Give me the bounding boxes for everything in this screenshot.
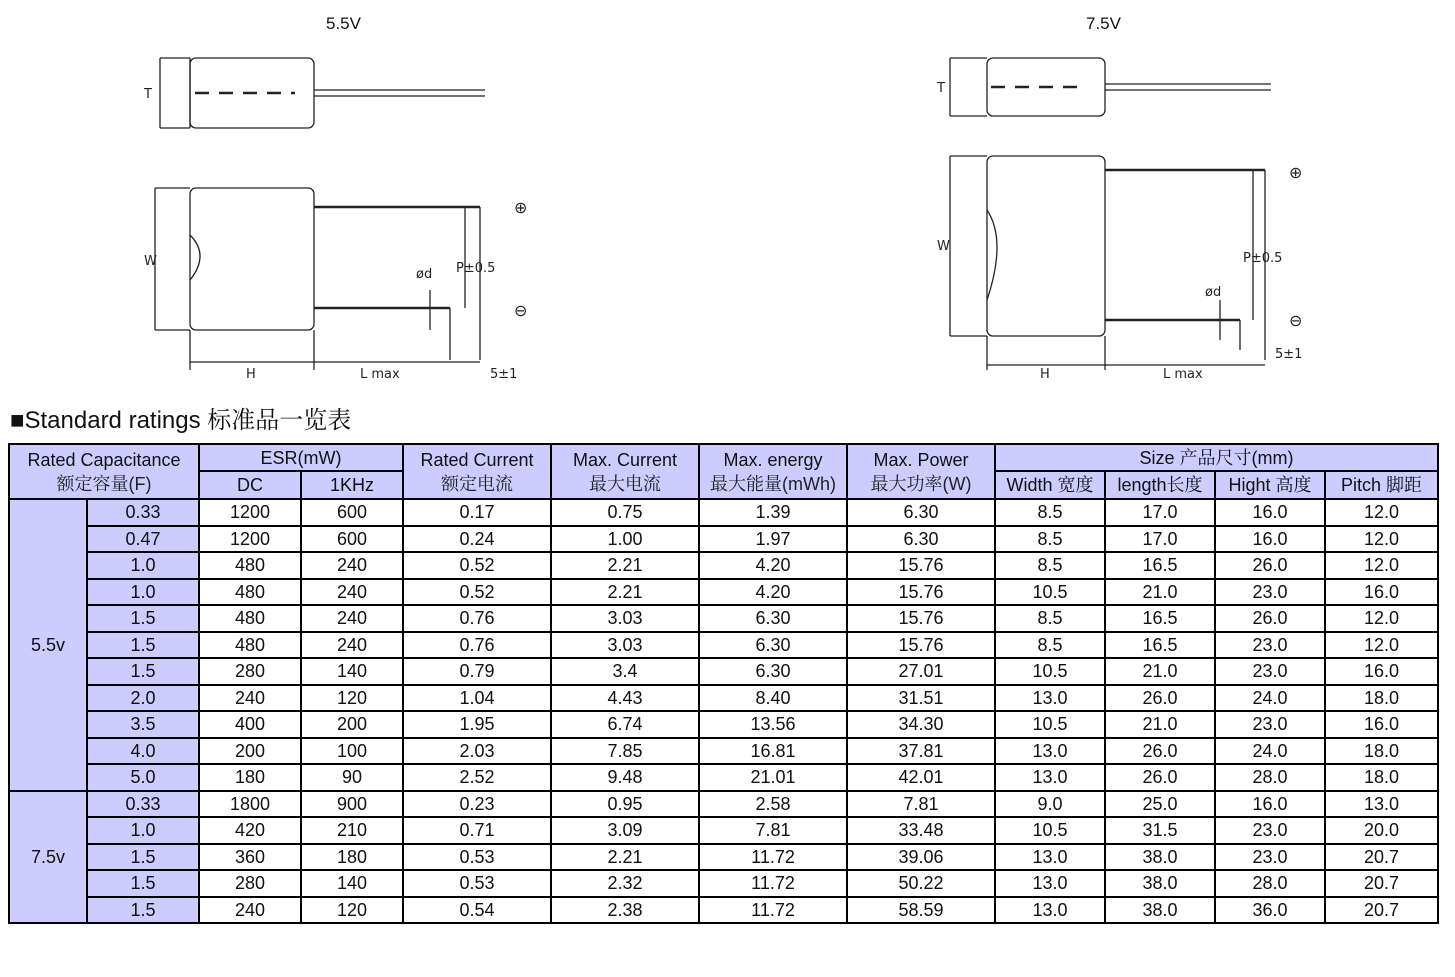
table-cell: 100 <box>301 738 403 765</box>
table-cell: 23.0 <box>1215 658 1325 685</box>
table-cell: 9.48 <box>551 764 699 791</box>
table-cell: 5.0 <box>87 764 199 791</box>
table-cell: 15.76 <box>847 605 995 632</box>
table-cell: 1800 <box>199 791 301 818</box>
section-title <box>10 404 351 437</box>
table-cell: 38.0 <box>1105 870 1215 897</box>
table-cell: 6.30 <box>699 632 847 659</box>
table-cell: 240 <box>199 685 301 712</box>
table-cell: 31.51 <box>847 685 995 712</box>
table-cell: 37.81 <box>847 738 995 765</box>
table-cell: 16.0 <box>1215 526 1325 553</box>
table-cell: 39.06 <box>847 844 995 871</box>
table-cell: 12.0 <box>1325 552 1438 579</box>
table-cell: 210 <box>301 817 403 844</box>
table-cell: 0.23 <box>403 791 551 818</box>
table-row <box>9 552 1438 579</box>
label-lmax: L max <box>360 367 400 382</box>
label-plus: ⊕ <box>1289 163 1303 182</box>
table-cell: 180 <box>301 844 403 871</box>
section-title-en: Standard ratings <box>24 407 201 434</box>
table-cell: 24.0 <box>1215 685 1325 712</box>
table-cell: 1.39 <box>699 499 847 526</box>
table-cell: 10.5 <box>995 817 1105 844</box>
table-cell: 0.33 <box>87 499 199 526</box>
table-cell: 0.24 <box>403 526 551 553</box>
voltage-group-cell: 5.5v <box>9 499 87 791</box>
table-cell: 7.81 <box>699 817 847 844</box>
table-cell: 2.52 <box>403 764 551 791</box>
table-cell: 42.01 <box>847 764 995 791</box>
front-view-body <box>987 156 1105 336</box>
voltage-group-cell: 7.5v <box>9 791 87 924</box>
table-cell: 3.4 <box>551 658 699 685</box>
table-cell: 480 <box>199 552 301 579</box>
table-cell: 1.5 <box>87 870 199 897</box>
table-cell: 26.0 <box>1105 738 1215 765</box>
table-cell: 1.5 <box>87 897 199 924</box>
table-cell: 23.0 <box>1215 844 1325 871</box>
table-cell: 10.5 <box>995 579 1105 606</box>
header-pitch: Pitch 脚距 <box>1325 471 1438 499</box>
table-cell: 2.38 <box>551 897 699 924</box>
table-cell: 120 <box>301 897 403 924</box>
table-cell: 1.0 <box>87 552 199 579</box>
table-cell: 1.0 <box>87 579 199 606</box>
table-cell: 23.0 <box>1215 711 1325 738</box>
header-length: length长度 <box>1105 471 1215 499</box>
table-cell: 1.5 <box>87 632 199 659</box>
table-row <box>9 658 1438 685</box>
table-cell: 200 <box>301 711 403 738</box>
table-cell: 15.76 <box>847 579 995 606</box>
table-cell: 0.76 <box>403 632 551 659</box>
label-p: P±0.5 <box>456 261 496 276</box>
table-cell: 16.0 <box>1325 711 1438 738</box>
table-cell: 900 <box>301 791 403 818</box>
table-cell: 21.0 <box>1105 579 1215 606</box>
table-cell: 11.72 <box>699 870 847 897</box>
ratings-body <box>9 499 1438 923</box>
table-cell: 38.0 <box>1105 897 1215 924</box>
table-cell: 480 <box>199 632 301 659</box>
standard-ratings-table <box>8 443 1439 924</box>
label-minus: ⊖ <box>1289 311 1303 330</box>
header-max-energy: Max. energy 最大能量(mWh) <box>699 444 847 499</box>
table-cell: 6.30 <box>847 526 995 553</box>
table-cell: 27.01 <box>847 658 995 685</box>
table-cell: 1.00 <box>551 526 699 553</box>
table-cell: 3.09 <box>551 817 699 844</box>
table-cell: 1.95 <box>403 711 551 738</box>
table-cell: 360 <box>199 844 301 871</box>
table-cell: 21.01 <box>699 764 847 791</box>
table-cell: 0.79 <box>403 658 551 685</box>
table-cell: 8.5 <box>995 526 1105 553</box>
header-max-power: Max. Power 最大功率(W) <box>847 444 995 499</box>
table-cell: 13.0 <box>995 897 1105 924</box>
label-h: H <box>1040 367 1050 382</box>
table-cell: 9.0 <box>995 791 1105 818</box>
table-cell: 240 <box>301 632 403 659</box>
label-t: T <box>937 81 945 96</box>
table-cell: 20.7 <box>1325 844 1438 871</box>
table-cell: 28.0 <box>1215 870 1325 897</box>
table-cell: 18.0 <box>1325 738 1438 765</box>
header-size: Size 产品尺寸(mm) <box>995 444 1438 471</box>
label-plus: ⊕ <box>514 198 528 217</box>
table-cell: 20.0 <box>1325 817 1438 844</box>
table-cell: 17.0 <box>1105 526 1215 553</box>
header-esr-1khz: 1KHz <box>301 471 403 499</box>
header-esr-dc: DC <box>199 471 301 499</box>
table-cell: 20.7 <box>1325 870 1438 897</box>
table-cell: 0.52 <box>403 579 551 606</box>
table-cell: 12.0 <box>1325 526 1438 553</box>
label-five: 5±1 <box>490 367 518 382</box>
table-cell: 18.0 <box>1325 685 1438 712</box>
table-cell: 26.0 <box>1105 764 1215 791</box>
table-cell: 13.56 <box>699 711 847 738</box>
table-cell: 240 <box>301 579 403 606</box>
table-cell: 8.5 <box>995 632 1105 659</box>
table-cell: 17.0 <box>1105 499 1215 526</box>
table-cell: 6.30 <box>699 658 847 685</box>
table-cell: 13.0 <box>995 844 1105 871</box>
table-cell: 8.40 <box>699 685 847 712</box>
table-cell: 26.0 <box>1215 605 1325 632</box>
table-row <box>9 791 1438 818</box>
table-cell: 90 <box>301 764 403 791</box>
table-cell: 0.17 <box>403 499 551 526</box>
label-t: T <box>144 87 152 102</box>
table-cell: 16.81 <box>699 738 847 765</box>
label-w: W <box>937 239 950 254</box>
table-cell: 1.97 <box>699 526 847 553</box>
drawing-5v5 <box>140 40 560 385</box>
label-od: ød <box>416 267 433 282</box>
header-height: Hight 高度 <box>1215 471 1325 499</box>
table-cell: 1.0 <box>87 817 199 844</box>
table-cell: 4.0 <box>87 738 199 765</box>
table-row <box>9 711 1438 738</box>
table-cell: 36.0 <box>1215 897 1325 924</box>
table-cell: 23.0 <box>1215 817 1325 844</box>
table-cell: 280 <box>199 870 301 897</box>
label-h: H <box>246 367 256 382</box>
table-cell: 23.0 <box>1215 579 1325 606</box>
table-row <box>9 605 1438 632</box>
table-cell: 13.0 <box>995 870 1105 897</box>
table-cell: 8.5 <box>995 499 1105 526</box>
table-cell: 16.0 <box>1325 579 1438 606</box>
table-cell: 24.0 <box>1215 738 1325 765</box>
table-cell: 240 <box>199 897 301 924</box>
table-cell: 38.0 <box>1105 844 1215 871</box>
table-cell: 3.5 <box>87 711 199 738</box>
table-row <box>9 579 1438 606</box>
table-cell: 16.0 <box>1215 499 1325 526</box>
label-w: W <box>144 254 157 269</box>
table-cell: 400 <box>199 711 301 738</box>
table-cell: 16.0 <box>1215 791 1325 818</box>
table-row <box>9 685 1438 712</box>
table-cell: 0.47 <box>87 526 199 553</box>
label-lmax: L max <box>1163 367 1203 382</box>
table-cell: 2.03 <box>403 738 551 765</box>
table-cell: 34.30 <box>847 711 995 738</box>
table-cell: 600 <box>301 499 403 526</box>
header-rated-current: Rated Current 额定电流 <box>403 444 551 499</box>
table-cell: 11.72 <box>699 897 847 924</box>
table-cell: 8.5 <box>995 552 1105 579</box>
header-width: Width 宽度 <box>995 471 1105 499</box>
table-row <box>9 499 1438 526</box>
table-cell: 0.53 <box>403 844 551 871</box>
table-cell: 0.33 <box>87 791 199 818</box>
table-cell: 16.5 <box>1105 605 1215 632</box>
table-cell: 26.0 <box>1105 685 1215 712</box>
table-cell: 28.0 <box>1215 764 1325 791</box>
table-cell: 13.0 <box>995 738 1105 765</box>
table-cell: 6.30 <box>847 499 995 526</box>
table-cell: 2.21 <box>551 579 699 606</box>
table-cell: 480 <box>199 605 301 632</box>
table-cell: 2.58 <box>699 791 847 818</box>
table-cell: 3.03 <box>551 605 699 632</box>
table-cell: 13.0 <box>995 685 1105 712</box>
table-cell: 3.03 <box>551 632 699 659</box>
table-cell: 240 <box>301 552 403 579</box>
table-cell: 4.20 <box>699 579 847 606</box>
label-p: P±0.5 <box>1243 251 1283 266</box>
label-five: 5±1 <box>1275 347 1303 362</box>
header-esr: ESR(mW) <box>199 444 403 471</box>
table-cell: 1200 <box>199 499 301 526</box>
table-cell: 0.71 <box>403 817 551 844</box>
table-row <box>9 632 1438 659</box>
label-od: ød <box>1205 285 1222 300</box>
table-row <box>9 870 1438 897</box>
table-row <box>9 844 1438 871</box>
table-cell: 140 <box>301 658 403 685</box>
table-row <box>9 817 1438 844</box>
table-cell: 420 <box>199 817 301 844</box>
table-cell: 0.54 <box>403 897 551 924</box>
table-cell: 8.5 <box>995 605 1105 632</box>
table-cell: 15.76 <box>847 552 995 579</box>
table-cell: 4.43 <box>551 685 699 712</box>
drawing-5v5-voltage: 5.5V <box>326 14 361 33</box>
table-cell: 12.0 <box>1325 605 1438 632</box>
table-cell: 33.48 <box>847 817 995 844</box>
table-cell: 180 <box>199 764 301 791</box>
table-cell: 12.0 <box>1325 632 1438 659</box>
table-cell: 2.21 <box>551 844 699 871</box>
table-cell: 21.0 <box>1105 711 1215 738</box>
table-cell: 21.0 <box>1105 658 1215 685</box>
table-cell: 6.74 <box>551 711 699 738</box>
table-cell: 200 <box>199 738 301 765</box>
table-cell: 50.22 <box>847 870 995 897</box>
table-cell: 6.30 <box>699 605 847 632</box>
table-row <box>9 738 1438 765</box>
table-cell: 1.5 <box>87 605 199 632</box>
table-cell: 2.0 <box>87 685 199 712</box>
table-cell: 140 <box>301 870 403 897</box>
table-cell: 16.5 <box>1105 632 1215 659</box>
table-cell: 7.81 <box>847 791 995 818</box>
table-cell: 480 <box>199 579 301 606</box>
table-cell: 16.5 <box>1105 552 1215 579</box>
table-cell: 1.04 <box>403 685 551 712</box>
table-cell: 1200 <box>199 526 301 553</box>
table-cell: 15.76 <box>847 632 995 659</box>
table-cell: 1.5 <box>87 844 199 871</box>
table-cell: 13.0 <box>1325 791 1438 818</box>
table-cell: 0.76 <box>403 605 551 632</box>
table-cell: 31.5 <box>1105 817 1215 844</box>
table-cell: 23.0 <box>1215 632 1325 659</box>
table-cell: 18.0 <box>1325 764 1438 791</box>
table-cell: 600 <box>301 526 403 553</box>
table-row <box>9 764 1438 791</box>
table-cell: 0.52 <box>403 552 551 579</box>
table-cell: 4.20 <box>699 552 847 579</box>
table-cell: 13.0 <box>995 764 1105 791</box>
table-cell: 20.7 <box>1325 897 1438 924</box>
table-row <box>9 526 1438 553</box>
table-cell: 25.0 <box>1105 791 1215 818</box>
header-max-current: Max. Current 最大电流 <box>551 444 699 499</box>
table-cell: 0.53 <box>403 870 551 897</box>
table-cell: 240 <box>301 605 403 632</box>
table-cell: 2.32 <box>551 870 699 897</box>
table-cell: 11.72 <box>699 844 847 871</box>
table-cell: 58.59 <box>847 897 995 924</box>
table-cell: 1.5 <box>87 658 199 685</box>
table-cell: 7.85 <box>551 738 699 765</box>
table-cell: 12.0 <box>1325 499 1438 526</box>
square-bullet-icon: ■ <box>10 407 25 434</box>
label-minus: ⊖ <box>514 301 528 320</box>
table-cell: 280 <box>199 658 301 685</box>
table-cell: 120 <box>301 685 403 712</box>
table-cell: 26.0 <box>1215 552 1325 579</box>
front-view-body <box>190 188 314 330</box>
table-cell: 0.95 <box>551 791 699 818</box>
table-cell: 2.21 <box>551 552 699 579</box>
header-rated-capacitance: Rated Capacitance 额定容量(F) <box>9 444 199 499</box>
table-cell: 0.75 <box>551 499 699 526</box>
section-title-cn: 标准品一览表 <box>207 406 352 434</box>
table-cell: 16.0 <box>1325 658 1438 685</box>
table-cell: 10.5 <box>995 658 1105 685</box>
drawing-7v5-voltage: 7.5V <box>1086 14 1121 33</box>
table-cell: 10.5 <box>995 711 1105 738</box>
table-row <box>9 897 1438 924</box>
drawing-7v5 <box>935 40 1355 385</box>
